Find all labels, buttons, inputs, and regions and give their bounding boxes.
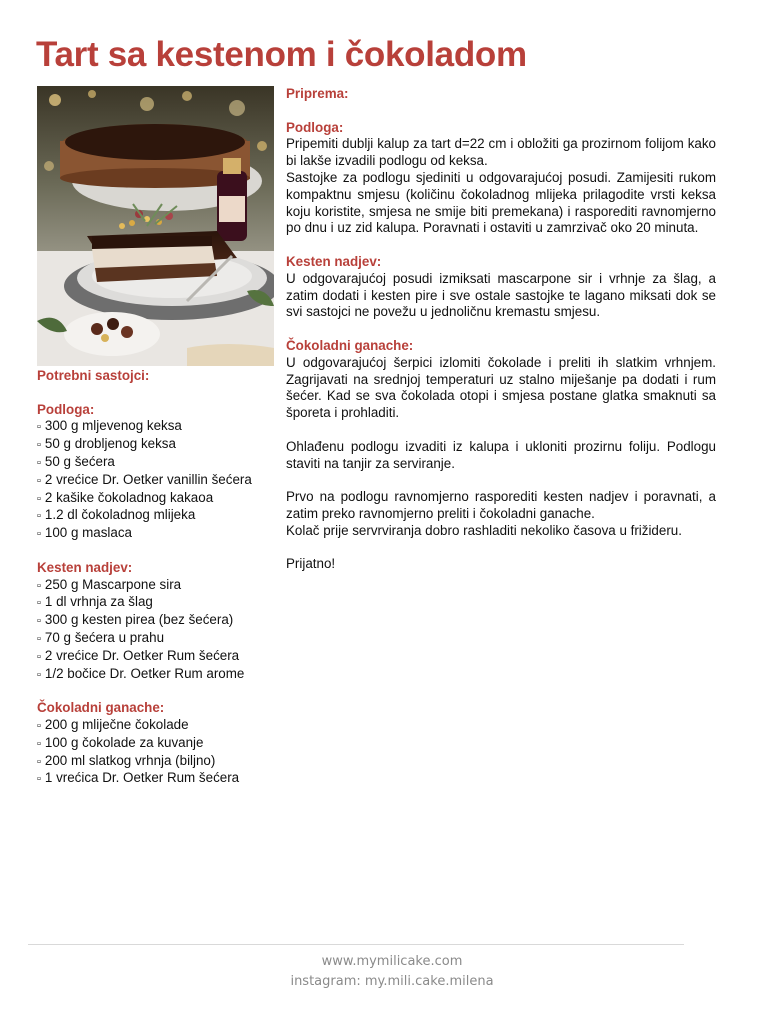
bullet-icon: ▫ xyxy=(37,650,41,663)
list-item: ▫ 200 ml slatkog vrhnja (biljno) xyxy=(37,752,216,768)
list-item: ▫ 100 g maslaca xyxy=(37,525,132,541)
kesten-paragraph: U odgovarajućoj posudi izmiksati mascarpone sir i vrhnje za šlag, a zatim dodati i kesten pire i sve ostale sastojke te lagano miksati dok se svi sastojci ne povežu u jednoličnu kremastu smjesu. xyxy=(286,270,716,320)
ganache-heading: Čokoladni ganache: xyxy=(286,337,414,353)
bullet-icon: ▫ xyxy=(37,615,41,628)
preparation-column xyxy=(286,86,716,573)
assembly-paragraph-3: Kolač prije servrviranja dobro rashladiti nekoliko časova u frižideru. xyxy=(286,522,682,538)
list-item: ▫ 50 g šećera xyxy=(37,453,115,469)
footer-instagram[interactable]: instagram: my.mili.cake.milena xyxy=(290,974,494,989)
list-item: ▫ 100 g čokolade za kuvanje xyxy=(37,734,204,750)
podloga-paragraph-1: Pripemiti dublji kalup za tart d=22 cm i obložiti ga prozirnom folijom kako bi lakše izvadili podlogu od keksa. xyxy=(286,136,716,169)
ingredient-list-kesten xyxy=(37,577,277,684)
podloga-paragraph-2: Sastojke za podlogu sjediniti u odgovarajućoj posudi. Zamijesiti rukom kompaktnu smjesu (količinu čokoladnog mlijeka prilagodite vrsti keksa koju koristite, smjesa ne smije biti premekana) i rasporediti ravnomjerno po dnu i uz zid kalupa. Poravnati i ostaviti u zamrzivač oko 20 minuta. xyxy=(286,169,716,236)
section-heading-kesten: Kesten nadjev: xyxy=(37,559,133,575)
bullet-icon: ▫ xyxy=(37,632,41,645)
bullet-icon: ▫ xyxy=(37,773,41,786)
bullet-icon: ▫ xyxy=(37,755,41,768)
bullet-icon: ▫ xyxy=(37,597,41,610)
list-item: ▫ 1 vrećica Dr. Oetker Rum šećera xyxy=(37,770,240,786)
list-item: ▫ 300 g kesten pirea (bez šećera) xyxy=(37,612,234,628)
bullet-icon: ▫ xyxy=(37,474,41,487)
page-title: Tart sa kestenom i čokoladom xyxy=(36,35,527,74)
kesten-heading: Kesten nadjev: xyxy=(286,253,382,269)
assembly-paragraph-2: Prvo na podlogu ravnomjerno rasporediti kesten nadjev i poravnati, a zatim preko ravnomjerno preliti i čokoladni ganache. xyxy=(286,489,716,521)
bullet-icon: ▫ xyxy=(37,421,41,434)
list-item: ▫ 70 g šećera u prahu xyxy=(37,629,165,645)
list-item: ▫ 200 g mliječne čokolade xyxy=(37,716,189,732)
bullet-icon: ▫ xyxy=(37,528,41,541)
list-item: ▫ 50 g drobljenog keksa xyxy=(37,436,176,452)
ingredient-list-ganache xyxy=(37,717,277,788)
bullet-icon: ▫ xyxy=(37,439,41,452)
list-item: ▫ 1/2 bočice Dr. Oetker Rum arome xyxy=(37,665,245,681)
bullet-icon: ▫ xyxy=(37,579,41,592)
list-item: ▫ 1 dl vrhnja za šlag xyxy=(37,594,153,610)
bullet-icon: ▫ xyxy=(37,492,41,505)
tart-photo xyxy=(37,86,274,366)
footer-website[interactable]: www.mymilicake.com xyxy=(321,954,463,969)
preparation-heading: Priprema: xyxy=(286,86,349,101)
list-item: ▫ 250 g Mascarpone sira xyxy=(37,576,182,592)
footer-divider xyxy=(28,944,684,945)
bullet-icon: ▫ xyxy=(37,510,41,523)
bullet-icon: ▫ xyxy=(37,719,41,732)
list-item: ▫ 2 kašike čokoladnog kakaoa xyxy=(37,489,214,505)
ganache-paragraph: U odgovarajućoj šerpici izlomiti čokolade i preliti ih slatkim vrhnjem. Zagrijavati na srednjoj temperaturi uz stalno miješanje pa dodati i rum šećer. Kad se sva čokolada otopi i smjesa postane glatka smaknuti sa šporeta i prohladiti. xyxy=(286,354,716,421)
bullet-icon: ▫ xyxy=(37,456,41,469)
ingredients-heading: Potrebni sastojci: xyxy=(37,368,150,383)
list-item: ▫ 2 vrećice Dr. Oetker vanillin šećera xyxy=(37,471,252,487)
section-heading-podloga: Podloga: xyxy=(37,401,95,417)
bullet-icon: ▫ xyxy=(37,668,41,681)
bullet-icon: ▫ xyxy=(37,737,41,750)
ingredients-column xyxy=(37,368,277,788)
assembly-paragraph-1: Ohlađenu podlogu izvaditi iz kalupa i ukloniti prozirnu foliju. Podlogu staviti na tanjir za serviranje. xyxy=(286,438,716,471)
ingredient-list-podloga xyxy=(37,418,277,543)
closing-text: Prijatno! xyxy=(286,556,336,572)
list-item: ▫ 300 g mljevenog keksa xyxy=(37,418,182,434)
list-item: ▫ 1.2 dl čokoladnog mlijeka xyxy=(37,507,196,523)
list-item: ▫ 2 vrećice Dr. Oetker Rum šećera xyxy=(37,647,240,663)
podloga-heading: Podloga: xyxy=(286,119,344,135)
section-heading-ganache: Čokoladni ganache: xyxy=(37,700,165,716)
